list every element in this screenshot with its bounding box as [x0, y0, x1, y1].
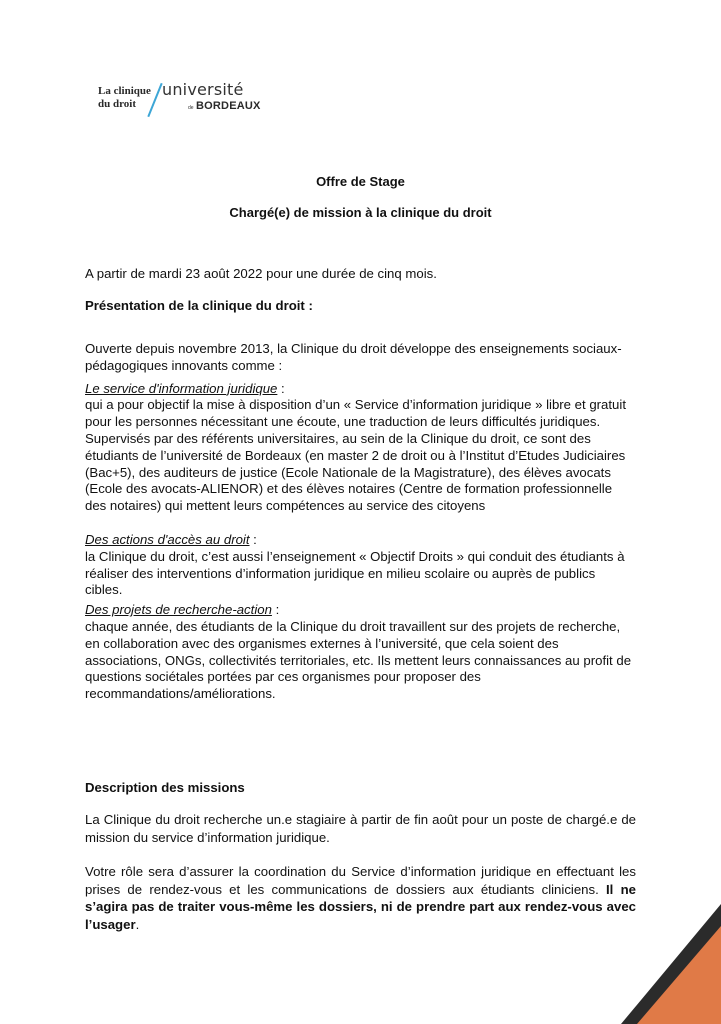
- missions-heading: Description des missions: [85, 780, 245, 795]
- missions-p2-end: .: [135, 916, 140, 932]
- logo-universite: université: [162, 80, 244, 99]
- missions-paragraph-2: [85, 863, 636, 933]
- service-text-1: qui a pour objectif la mise à disposition d’un « Service d’information juridique » libre et gratuit pour les personnes nécessitant une écoute, une traduction de leurs difficultés juridiques.: [85, 397, 626, 430]
- actions-heading: [85, 532, 636, 549]
- actions-colon: :: [249, 531, 257, 547]
- missions-p2-text: Votre rôle sera d’assurer la coordination du Service d’information juridique en effectuant les prises de rendez-vous et les communications de dossiers aux étudiants cliniciens.: [85, 864, 636, 897]
- presentation-body: [85, 341, 636, 703]
- actions-text: la Clinique du droit, c’est aussi l’enseignement « Objectif Droits » qui conduit des étudiants à réaliser des interventions d’information juridique en milieu scolaire ou auprès de publics cibles.: [85, 548, 625, 598]
- research-colon: :: [271, 602, 280, 618]
- corner-decoration: [621, 904, 721, 1024]
- service-text-2: Supervisés par des référents universitaires, au sein de la Clinique du droit, ce sont des étudiants de l’université de Bordeaux (en master 2 de droit ou à l’Institut d’Etudes Judiciaires (Bac+5), des auditeurs de justice (Ecole Nationale de la Magistrature), des élèves avocats (Ecole des avocats-ALIENOR) et des élèves notaires (Centre de formation professionnelle des notaires) qui mettent leurs compétences au service des citoyens: [85, 430, 626, 514]
- logo-bordeaux: BORDEAUX: [196, 100, 261, 112]
- logo-clinique-text: [98, 85, 151, 111]
- missions-paragraph-1: La Clinique du droit recherche un.e stagiaire à partir de fin août pour un poste de chargé.e de mission du service d’information juridique.: [85, 812, 636, 845]
- logo-clinique-line1: La clinique: [98, 85, 151, 97]
- service-colon: :: [277, 380, 285, 396]
- service-heading: [85, 381, 636, 398]
- research-title: Des projets de recherche-action: [85, 602, 272, 618]
- service-title: Le service d'information juridique: [85, 380, 278, 396]
- research-text: chaque année, des étudiants de la Clinique du droit travaillent sur des projets de recherche, en collaboration avec des organismes externes à l’université, que cela soient des associations, ONGs, collectivités territoriales, etc. Ils mettent leurs connaissances au profit de questions sociétales portées par ces organismes pour proposer des recommandations/améliorations.: [85, 618, 632, 702]
- presentation-heading: Présentation de la clinique du droit :: [85, 298, 313, 313]
- research-heading: [85, 602, 636, 619]
- document-subtitle: Chargé(e) de mission à la clinique du droit: [229, 205, 492, 220]
- logo-de: de: [188, 105, 194, 111]
- missions-p2-bold: Il ne s’agira pas de traiter vous-même les dossiers, ni de prendre part aux rendez-vous avec l’usager: [85, 881, 636, 932]
- actions-title: Des actions d'accès au droit: [85, 531, 250, 547]
- logo-clinique-line2: du droit: [98, 98, 137, 110]
- clinique-universite-logo: [98, 80, 268, 120]
- document-title: Offre de Stage: [316, 174, 405, 189]
- start-date: A partir de mardi 23 août 2022 pour une durée de cinq mois.: [85, 266, 437, 281]
- presentation-intro: Ouverte depuis novembre 2013, la Clinique du droit développe des enseignements sociaux-pédagogiques innovants comme :: [85, 341, 622, 373]
